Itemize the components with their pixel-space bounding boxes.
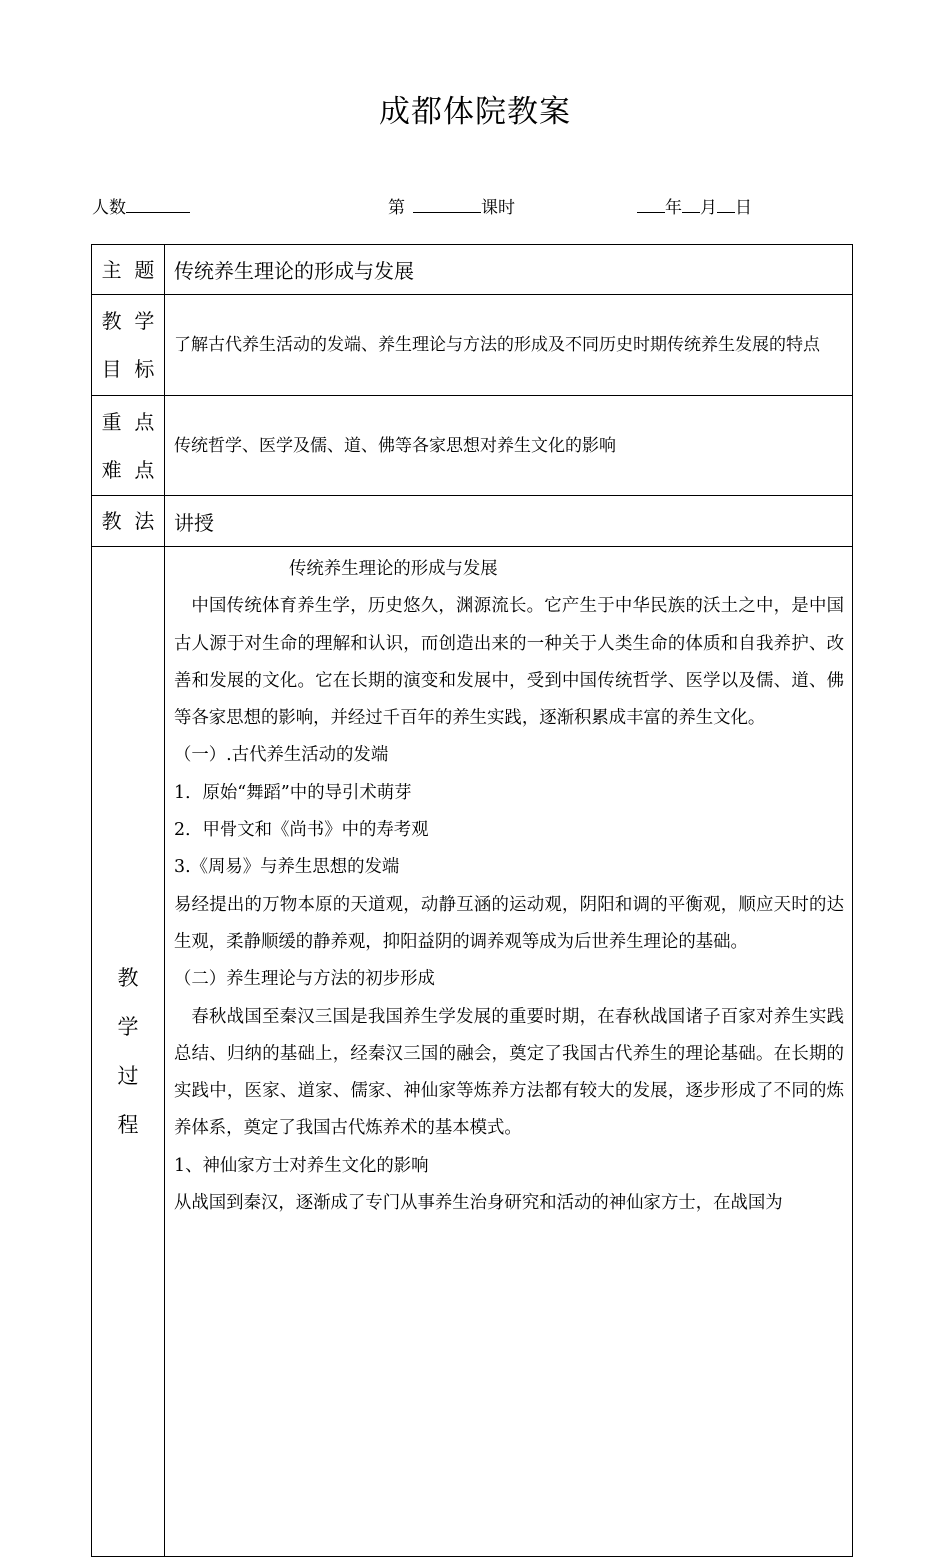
- topic-label: 主 题: [92, 245, 165, 295]
- section-2-paragraph: 春秋战国至秦汉三国是我国养生学发展的重要时期，在春秋战国诸子百家对养生实践总结、归纳的基础上，经秦汉三国的融会，奠定了我国古代养生的理论基础。在长期的实践中，医家、道家、儒家、神仙家等炼养方法都有较大的发展，逐步形成了不同的炼养体系，奠定了我国古代炼养术的基本模式。: [174, 1006, 844, 1139]
- topic-value: 传统养生理论的形成与发展: [165, 245, 853, 295]
- people-blank: [126, 194, 190, 213]
- year-blank: [637, 194, 665, 213]
- day-blank: [717, 194, 735, 213]
- key-label: 重 点 难 点: [92, 396, 165, 496]
- lesson-plan-table: [91, 244, 853, 1557]
- method-label: 教 法: [92, 496, 165, 547]
- process-label: 教 学 过 程: [92, 547, 165, 1557]
- yijing-paragraph: 易经提出的万物本原的天道观，动静互涵的运动观，阴阳和调的平衡观，顺应天时的达生观，柔静顺缓的静养观，抑阳益阴的调养观等成为后世养生理论的基础。: [174, 894, 844, 952]
- lesson-blank: [413, 194, 481, 213]
- item-2: 2．甲骨文和《尚书》中的寿考观: [174, 820, 429, 841]
- goal-label: 教 学 目 标: [92, 295, 165, 396]
- key-row: [92, 396, 853, 496]
- day-label: 日: [735, 198, 752, 218]
- subsection-1-paragraph: 从战国到秦汉，逐渐成了专门从事养生治身研究和活动的神仙家方士，在战国为: [174, 1193, 783, 1214]
- subsection-1-heading: 1、神仙家方士对养生文化的影响: [174, 1155, 429, 1176]
- intro-paragraph: 中国传统体育养生学，历史悠久，渊源流长。它产生于中华民族的沃土之中，是中国古人源于对生命的理解和认识，而创造出来的一种关于人类生命的体质和自我养护、改善和发展的文化。它在长期的演变和发展中，受到中国传统哲学、医学以及儒、道、佛等各家思想的影响，并经过千百年的养生实践，逐渐积累成丰富的养生文化。: [174, 596, 844, 729]
- process-row: [92, 547, 853, 1557]
- item-3: 3.《周易》与养生思想的发端: [174, 857, 400, 878]
- month-label: 月: [700, 198, 717, 218]
- process-heading: 传统养生理论的形成与发展: [289, 559, 498, 579]
- key-value: 传统哲学、医学及儒、道、佛等各家思想对养生文化的影响: [165, 396, 853, 496]
- goal-row: [92, 295, 853, 396]
- method-value: 讲授: [165, 496, 853, 547]
- section-2-heading: （二）养生理论与方法的初步形成: [174, 969, 435, 990]
- lesson-meta: [92, 193, 852, 221]
- people-label: 人数: [92, 198, 126, 218]
- section-1-heading: （一）.古代养生活动的发端: [174, 745, 389, 766]
- year-label: 年: [665, 198, 682, 218]
- topic-row: [92, 245, 853, 295]
- lesson-number-field: [388, 193, 515, 218]
- item-1: 1．原始“舞蹈”中的导引术萌芽: [174, 782, 412, 803]
- process-content: [165, 547, 853, 1557]
- date-field: [637, 193, 752, 218]
- lesson-suffix: 课时: [481, 198, 515, 218]
- month-blank: [682, 194, 700, 213]
- goal-value: 了解古代养生活动的发端、养生理论与方法的形成及不同历史时期传统养生发展的特点: [165, 295, 853, 396]
- method-row: [92, 496, 853, 547]
- lesson-prefix: 第: [388, 198, 405, 218]
- page-title: 成都体院教案: [379, 94, 571, 130]
- people-count-field: [92, 193, 190, 218]
